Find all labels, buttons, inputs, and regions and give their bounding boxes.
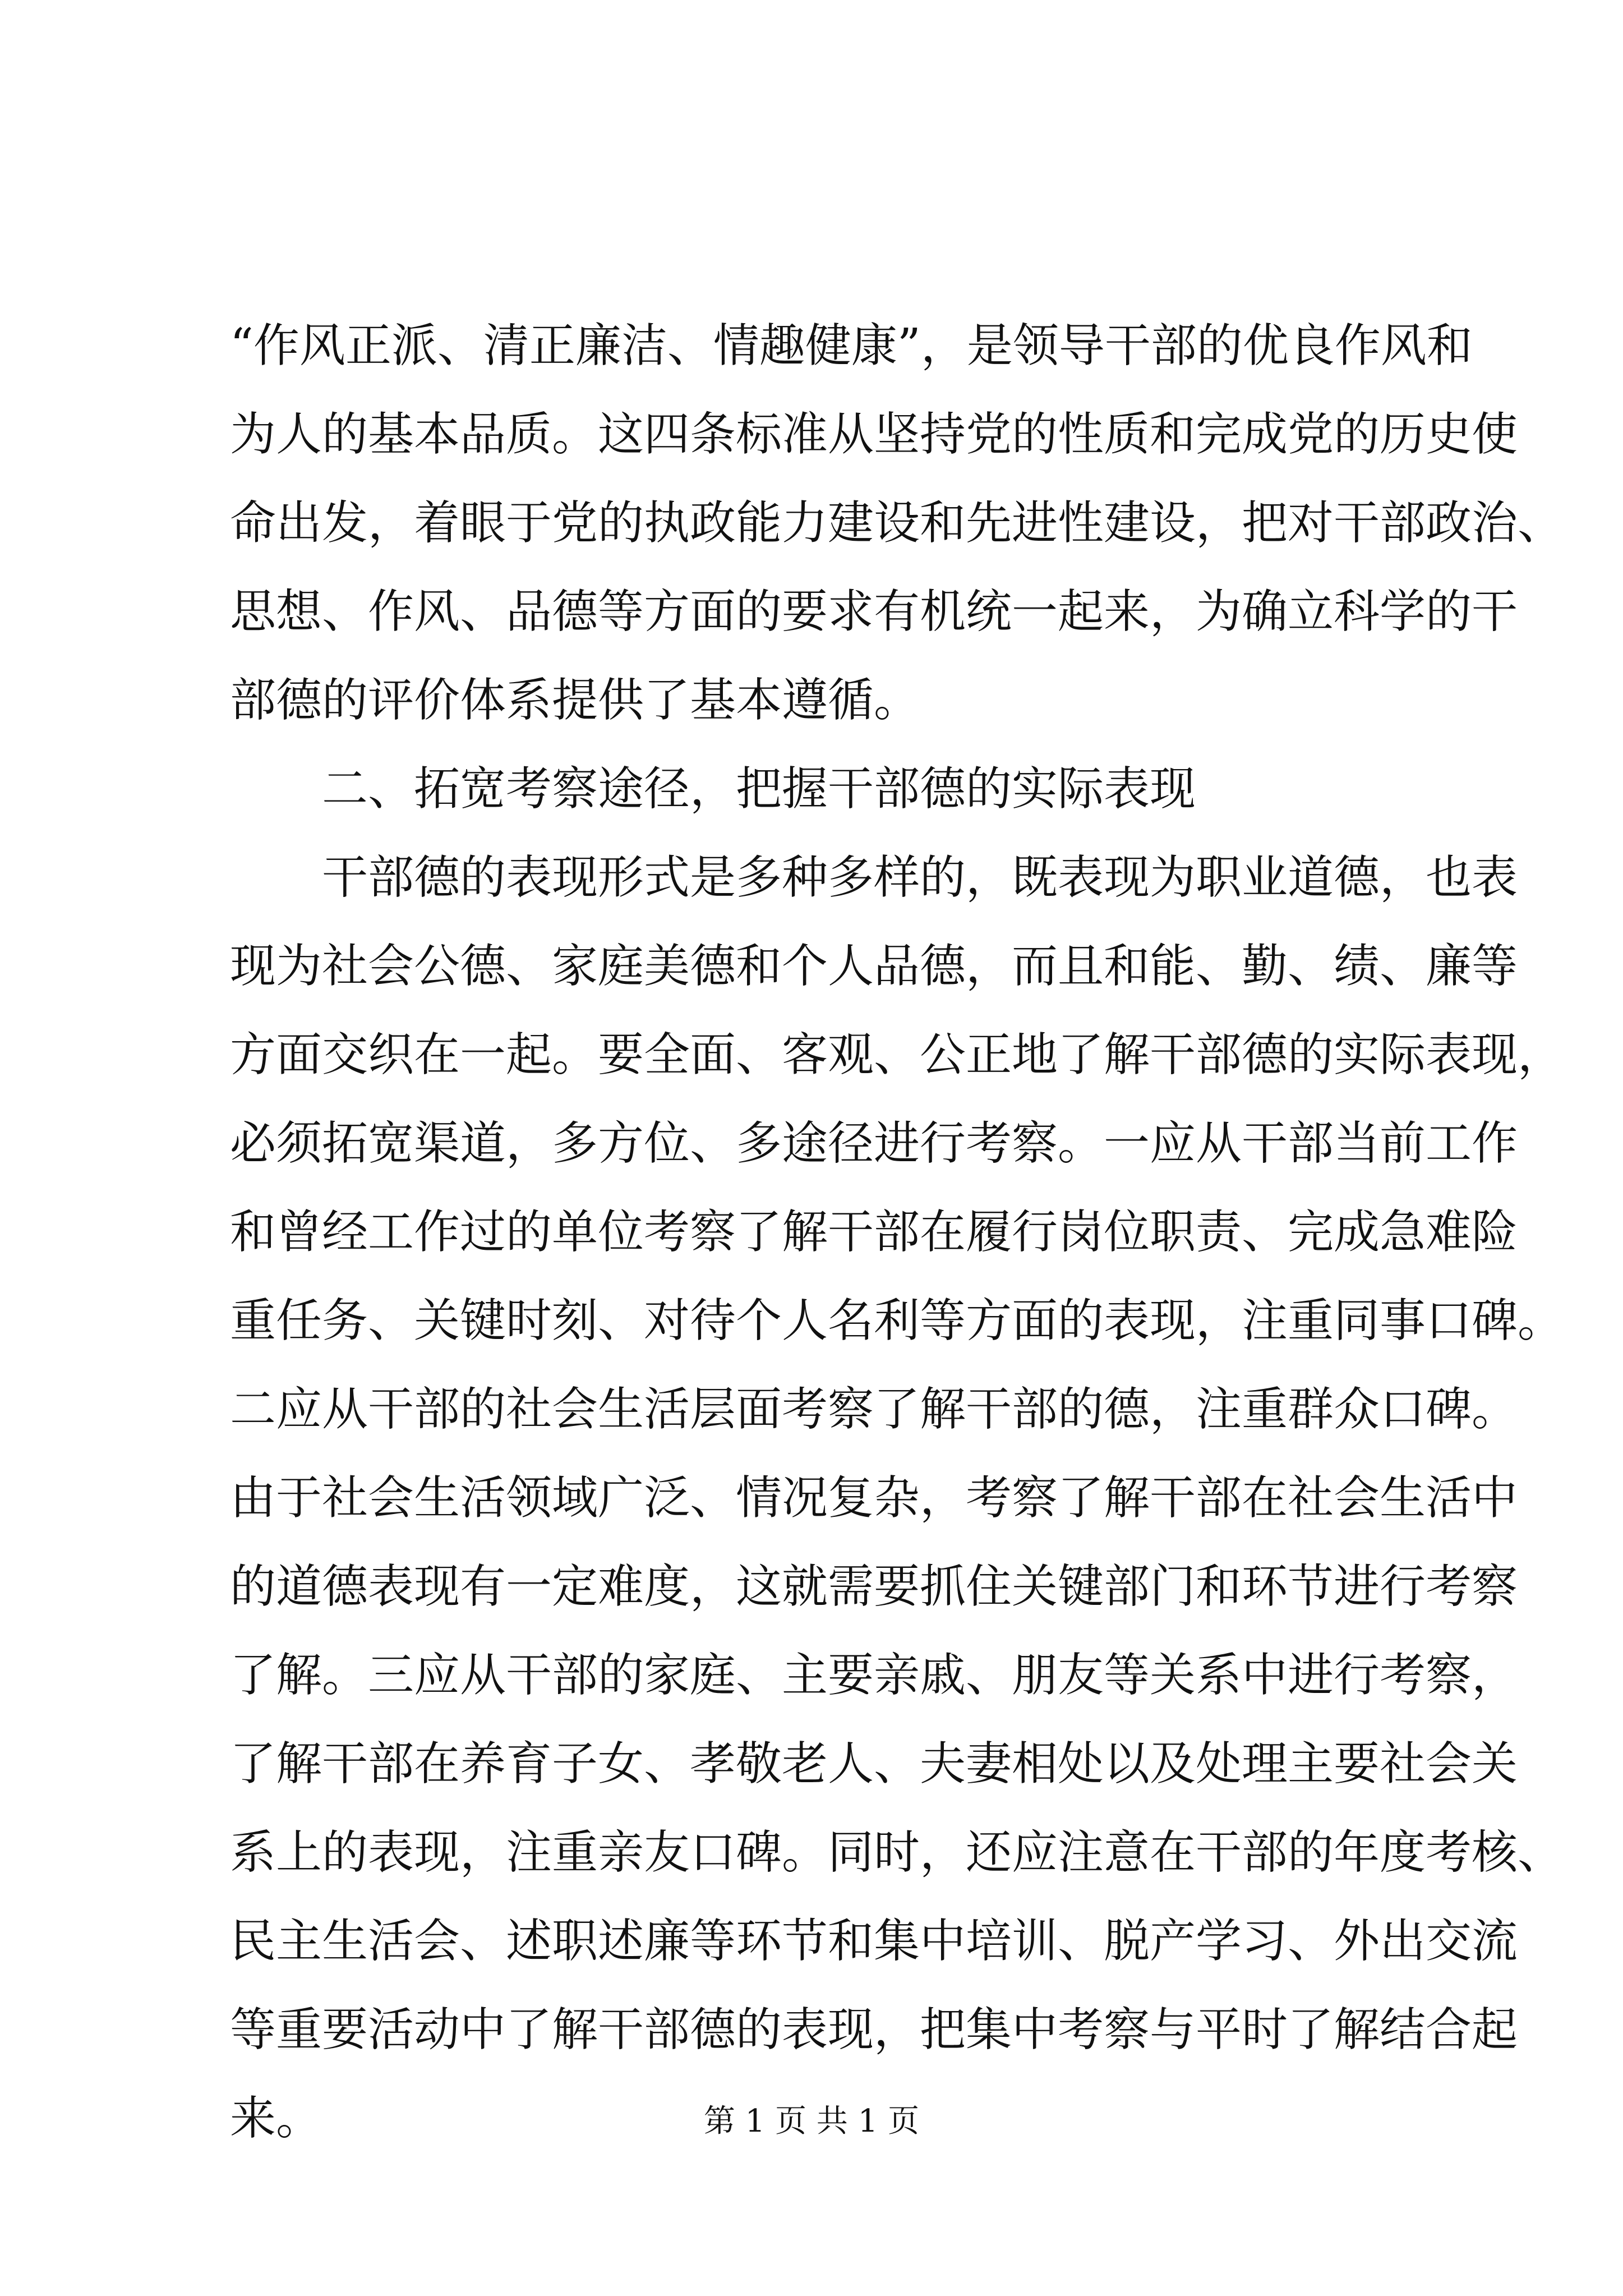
paragraph-line: 命出发，着眼于党的执政能力建设和先进性建设，把对干部政治、 bbox=[230, 496, 1564, 550]
paragraph-line: 部德的评价体系提供了基本遵循。 bbox=[230, 674, 920, 727]
paragraph-line: 了解。三应从干部的家庭、主要亲戚、朋友等关系中进行考察， bbox=[230, 1649, 1518, 1702]
paragraph-line: 系上的表现，注重亲友口碑。同时，还应注意在干部的年度考核、 bbox=[230, 1826, 1564, 1879]
body-text bbox=[230, 302, 1564, 2163]
paragraph-line: 民主生活会、述职述廉等环节和集中培训、脱产学习、外出交流 bbox=[230, 1915, 1518, 1968]
section-heading: 二、拓宽考察途径，把握干部德的实际表现 bbox=[322, 762, 1196, 816]
paragraph-line: “作风正派、清正廉洁、情趣健康”，是领导干部的优良作风和 bbox=[230, 319, 1473, 372]
paragraph-line: 思想、作风、品德等方面的要求有机统一起来，为确立科学的干 bbox=[230, 585, 1518, 638]
paragraph-line: 干部德的表现形式是多种多样的，既表现为职业道德，也表 bbox=[322, 851, 1518, 904]
paragraph-line: 方面交织在一起。要全面、客观、公正地了解干部德的实际表现， bbox=[230, 1028, 1564, 1082]
paragraph-line: 二应从干部的社会生活层面考察了解干部的德，注重群众口碑。 bbox=[230, 1383, 1518, 1436]
page-footer: 第 1 页 共 1 页 bbox=[703, 2103, 920, 2139]
paragraph-line: 现为社会公德、家庭美德和个人品德，而且和能、勤、绩、廉等 bbox=[230, 940, 1518, 993]
paragraph-line: 的道德表现有一定难度，这就需要抓住关键部门和环节进行考察 bbox=[230, 1560, 1518, 1613]
paragraph-line: 来。 bbox=[230, 2092, 322, 2145]
paragraph-line: 和曾经工作过的单位考察了解干部在履行岗位职责、完成急难险 bbox=[230, 1205, 1518, 1259]
paragraph-line: 为人的基本品质。这四条标准从坚持党的性质和完成党的历史使 bbox=[230, 408, 1518, 461]
paragraph-line: 了解干部在养育子女、孝敬老人、夫妻相处以及处理主要社会关 bbox=[230, 1737, 1518, 1791]
paragraph-line: 等重要活动中了解干部德的表现，把集中考察与平时了解结合起 bbox=[230, 2003, 1518, 2056]
paragraph-line: 重任务、关键时刻、对待个人名利等方面的表现，注重同事口碑。 bbox=[230, 1294, 1564, 1347]
paragraph-line: 由于社会生活领域广泛、情况复杂，考察了解干部在社会生活中 bbox=[230, 1471, 1518, 1525]
paragraph-line: 必须拓宽渠道，多方位、多途径进行考察。一应从干部当前工作 bbox=[230, 1117, 1518, 1170]
